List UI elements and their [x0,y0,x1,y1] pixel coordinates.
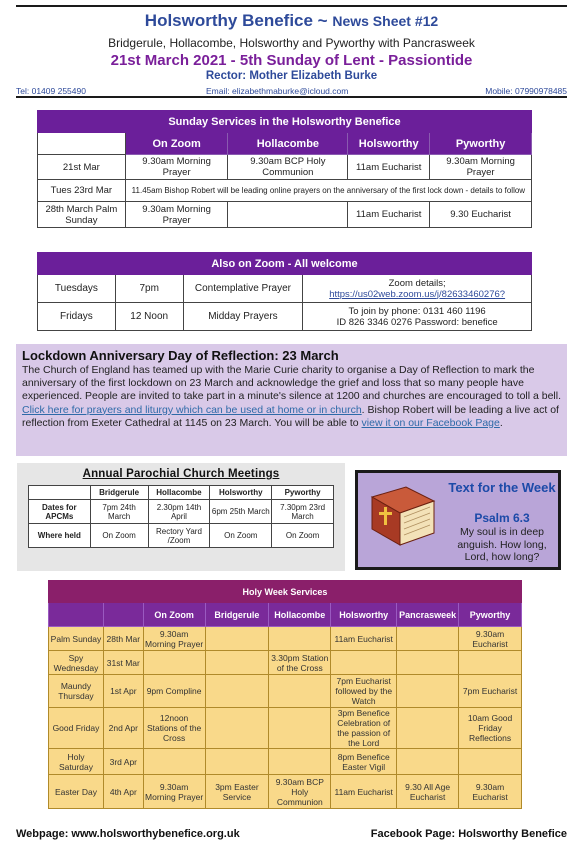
col-holsworthy: Holsworthy [348,133,430,155]
news-sheet-header [0,0,583,98]
apcm-table [28,485,334,548]
text-for-week-title: Text for the Week [448,480,556,495]
table-cell [459,749,522,775]
col-pyworthy: Pyworthy [272,486,334,500]
zoom-service: Contemplative Prayer [183,275,303,303]
row-date: Tues 23rd Mar [38,180,126,202]
lockdown-title: Lockdown Anniversary Day of Reflection: 23 March [22,348,339,363]
date-line: 21st March 2021 - 5th Sunday of Lent - Passiontide [110,52,473,69]
table-row [49,749,522,775]
table-cell: 7pm Eucharist [459,675,522,708]
row-date: 2nd Apr [103,708,143,749]
zoom-details-label: Zoom details; [388,277,446,289]
blank-header-cell [49,603,104,627]
lockdown-body [22,364,561,430]
zoom-phone: To join by phone: 0131 460 1196 [348,305,486,317]
prayers-liturgy-link[interactable]: Click here for prayers and liturgy which can be used at home or in church [22,403,362,416]
sunday-services-title: Sunday Services in the Holsworthy Benefice [38,111,532,133]
table-row [29,500,334,524]
table-cell [331,651,397,675]
table-cell: 9pm Compline [143,675,205,708]
scripture-verse: My soul is in deep anguish. How long, Lord, how long? [457,526,547,563]
table-cell [269,708,331,749]
page-footer [16,828,567,848]
col-pyworthy: Pyworthy [430,133,532,155]
zoom-time: 7pm [115,275,183,303]
table-cell [397,675,459,708]
table-cell [397,708,459,749]
row-date: 28th March Palm Sunday [38,202,126,228]
table-cell: 7pm Eucharist followed by the Watch [331,675,397,708]
table-cell: 9.30am Morning Prayer [125,155,228,180]
parishes-line: Bridgerule, Hollacombe, Holsworthy and Pyworthy with Pancrasweek [108,36,475,50]
table-cell: 6pm 25th March [210,500,272,524]
lockdown-text-3: . [499,416,503,429]
table-cell: 7pm 24th March [90,500,148,524]
rector-line: Rector: Mother Elizabeth Burke [205,70,378,82]
table-cell [205,651,269,675]
table-cell: On Zoom [90,524,148,548]
zoom-phone-cell [303,303,532,331]
row-label: Dates for APCMs [29,500,91,524]
scripture-reference: Psalm 6.3 [474,511,530,525]
text-for-week-panel [355,470,561,570]
col-pyworthy: Pyworthy [459,603,522,627]
row-label: Where held [29,524,91,548]
page-title [0,11,583,31]
header-top-rule [16,5,567,7]
col-on-zoom: On Zoom [143,603,205,627]
table-cell: 9.30am BCP Holy Communion [269,775,331,809]
lockdown-text-2: . Bishop Robert will be leading a live act of reflection from Exeter Cathedral at 1145 on 23 March. You will be able to [22,403,559,429]
benefice-title: Holsworthy Benefice ~ [144,11,328,30]
table-cell: 11am Eucharist [348,202,430,228]
table-cell: 11am Eucharist [331,775,397,809]
header-bottom-rule [16,96,567,98]
facebook-page-link[interactable]: view it on our Facebook Page [361,416,500,429]
zoom-day: Tuesdays [38,275,116,303]
zoom-meeting-link[interactable]: https://us02web.zoom.us/j/82633460276? [329,288,506,300]
row-day: Palm Sunday [49,627,104,651]
zoom-details-cell [303,275,532,303]
table-cell: 12noon Stations of the Cross [143,708,205,749]
mobile-number: Mobile: 07990978485 [485,86,567,96]
col-holsworthy: Holsworthy [210,486,272,500]
holy-week-title: Holy Week Services [49,581,522,603]
table-cell [459,651,522,675]
zoom-id-password: ID 826 3346 0276 Password: benefice [336,316,498,328]
table-cell [205,627,269,651]
table-cell: 9.30am Eucharist [459,775,522,809]
table-cell: On Zoom [272,524,334,548]
table-row [49,775,522,809]
table-cell: 9.30am Morning Prayer [125,202,228,228]
blank-header-cell [103,603,143,627]
table-row [38,275,532,303]
table-cell: 9.30am Eucharist [459,627,522,651]
table-row [49,708,522,749]
table-cell: 11am Eucharist [331,627,397,651]
col-bridgerule: Bridgerule [90,486,148,500]
table-cell: 9.30am Morning Prayer [143,775,205,809]
table-cell: 9.30am Morning Prayer [145,628,204,649]
zoom-time: 12 Noon [115,303,183,331]
table-row [38,155,532,180]
table-cell: 11am Eucharist [348,155,430,180]
table-cell: 3pm Benefice Celebration of the passion of the Lord [331,708,397,749]
col-bridgerule: Bridgerule [205,603,269,627]
col-pancrasweek: Pancrasweek [397,603,459,627]
table-cell: 9.30 Eucharist [430,202,532,228]
row-day: Spy Wednesday [49,651,104,675]
table-cell [205,708,269,749]
table-cell: On Zoom [210,524,272,548]
row-date: 4th Apr [103,775,143,809]
lockdown-text-1: The Church of England has teamed up with the Marie Curie charity to organise a Day of Reflection to mark the anniversary of the first lockdown on 23 March and acknowledge the grief and loss that so many people have experienced. People are invited to take part in a minute's silence at 1200 and churches are encouraged to toll a bell. [22,364,562,403]
col-holsworthy: Holsworthy [331,603,397,627]
table-cell: 9.30 All Age Eucharist [397,775,459,809]
table-row [38,180,532,202]
zoom-service: Midday Prayers [183,303,303,331]
table-cell: 3pm Easter Service [205,775,269,809]
row-day: Holy Saturday [49,749,104,775]
row-date: 21st Mar [38,155,126,180]
table-cell [269,749,331,775]
row-date: 1st Apr [103,675,143,708]
table-cell [269,627,331,651]
row-date: 31st Mar [103,651,143,675]
col-on-zoom: On Zoom [125,133,228,155]
holy-week-table [48,580,522,809]
col-hollacombe: Hollacombe [148,486,210,500]
webpage-address[interactable]: Webpage: www.holsworthybenefice.org.uk [16,828,240,840]
table-cell: Rectory Yard /Zoom [148,524,210,548]
telephone: Tel: 01409 255490 [16,86,86,96]
table-cell: 9.30am BCP Holy Communion [228,155,348,180]
table-row [38,202,532,228]
row-day: Good Friday [49,708,104,749]
lockdown-reflection-panel [16,344,567,456]
table-cell: 10am Good Friday Reflections [459,708,522,749]
table-cell: 9.30am Morning Prayer [430,155,532,180]
email-address[interactable]: Email: elizabethmaburke@icloud.com [206,86,349,96]
row-date: 3rd Apr [103,749,143,775]
table-row [38,303,532,331]
table-cell: 2.30pm 14th April [148,500,210,524]
zoom-day: Fridays [38,303,116,331]
table-row [49,675,522,708]
table-cell: 7.30pm 23rd March [272,500,334,524]
table-row [29,524,334,548]
table-cell [397,651,459,675]
blank-header-cell [29,486,91,500]
table-cell: 8pm Benefice Easter Vigil [331,749,397,775]
table-cell [143,651,205,675]
table-cell [397,749,459,775]
col-hollacombe: Hollacombe [269,603,331,627]
row-date: 28th Mar [103,627,143,651]
blank-header-cell [38,133,126,155]
table-cell [397,627,459,651]
table-cell [205,675,269,708]
zoom-table-title: Also on Zoom - All welcome [38,253,532,275]
news-sheet-number: News Sheet #12 [332,13,439,29]
sunday-services-table [37,110,532,228]
apcm-panel [17,463,345,571]
table-cell: 3.30pm Station of the Cross [269,651,331,675]
table-cell [228,202,348,228]
col-hollacombe: Hollacombe [228,133,348,155]
table-row [49,651,522,675]
row-day: Maundy Thursday [49,675,104,708]
apcm-title: Annual Parochial Church Meetings [82,468,280,480]
table-cell-note: 11.45am Bishop Robert will be leading online prayers on the anniversary of the first lock down - details to follow [125,180,531,202]
facebook-page-name[interactable]: Facebook Page: Holsworthy Benefice [370,828,567,840]
table-cell [269,675,331,708]
table-cell [143,749,205,775]
table-cell [205,749,269,775]
zoom-services-table [37,252,532,331]
row-day: Easter Day [49,775,104,809]
table-row [49,627,522,651]
